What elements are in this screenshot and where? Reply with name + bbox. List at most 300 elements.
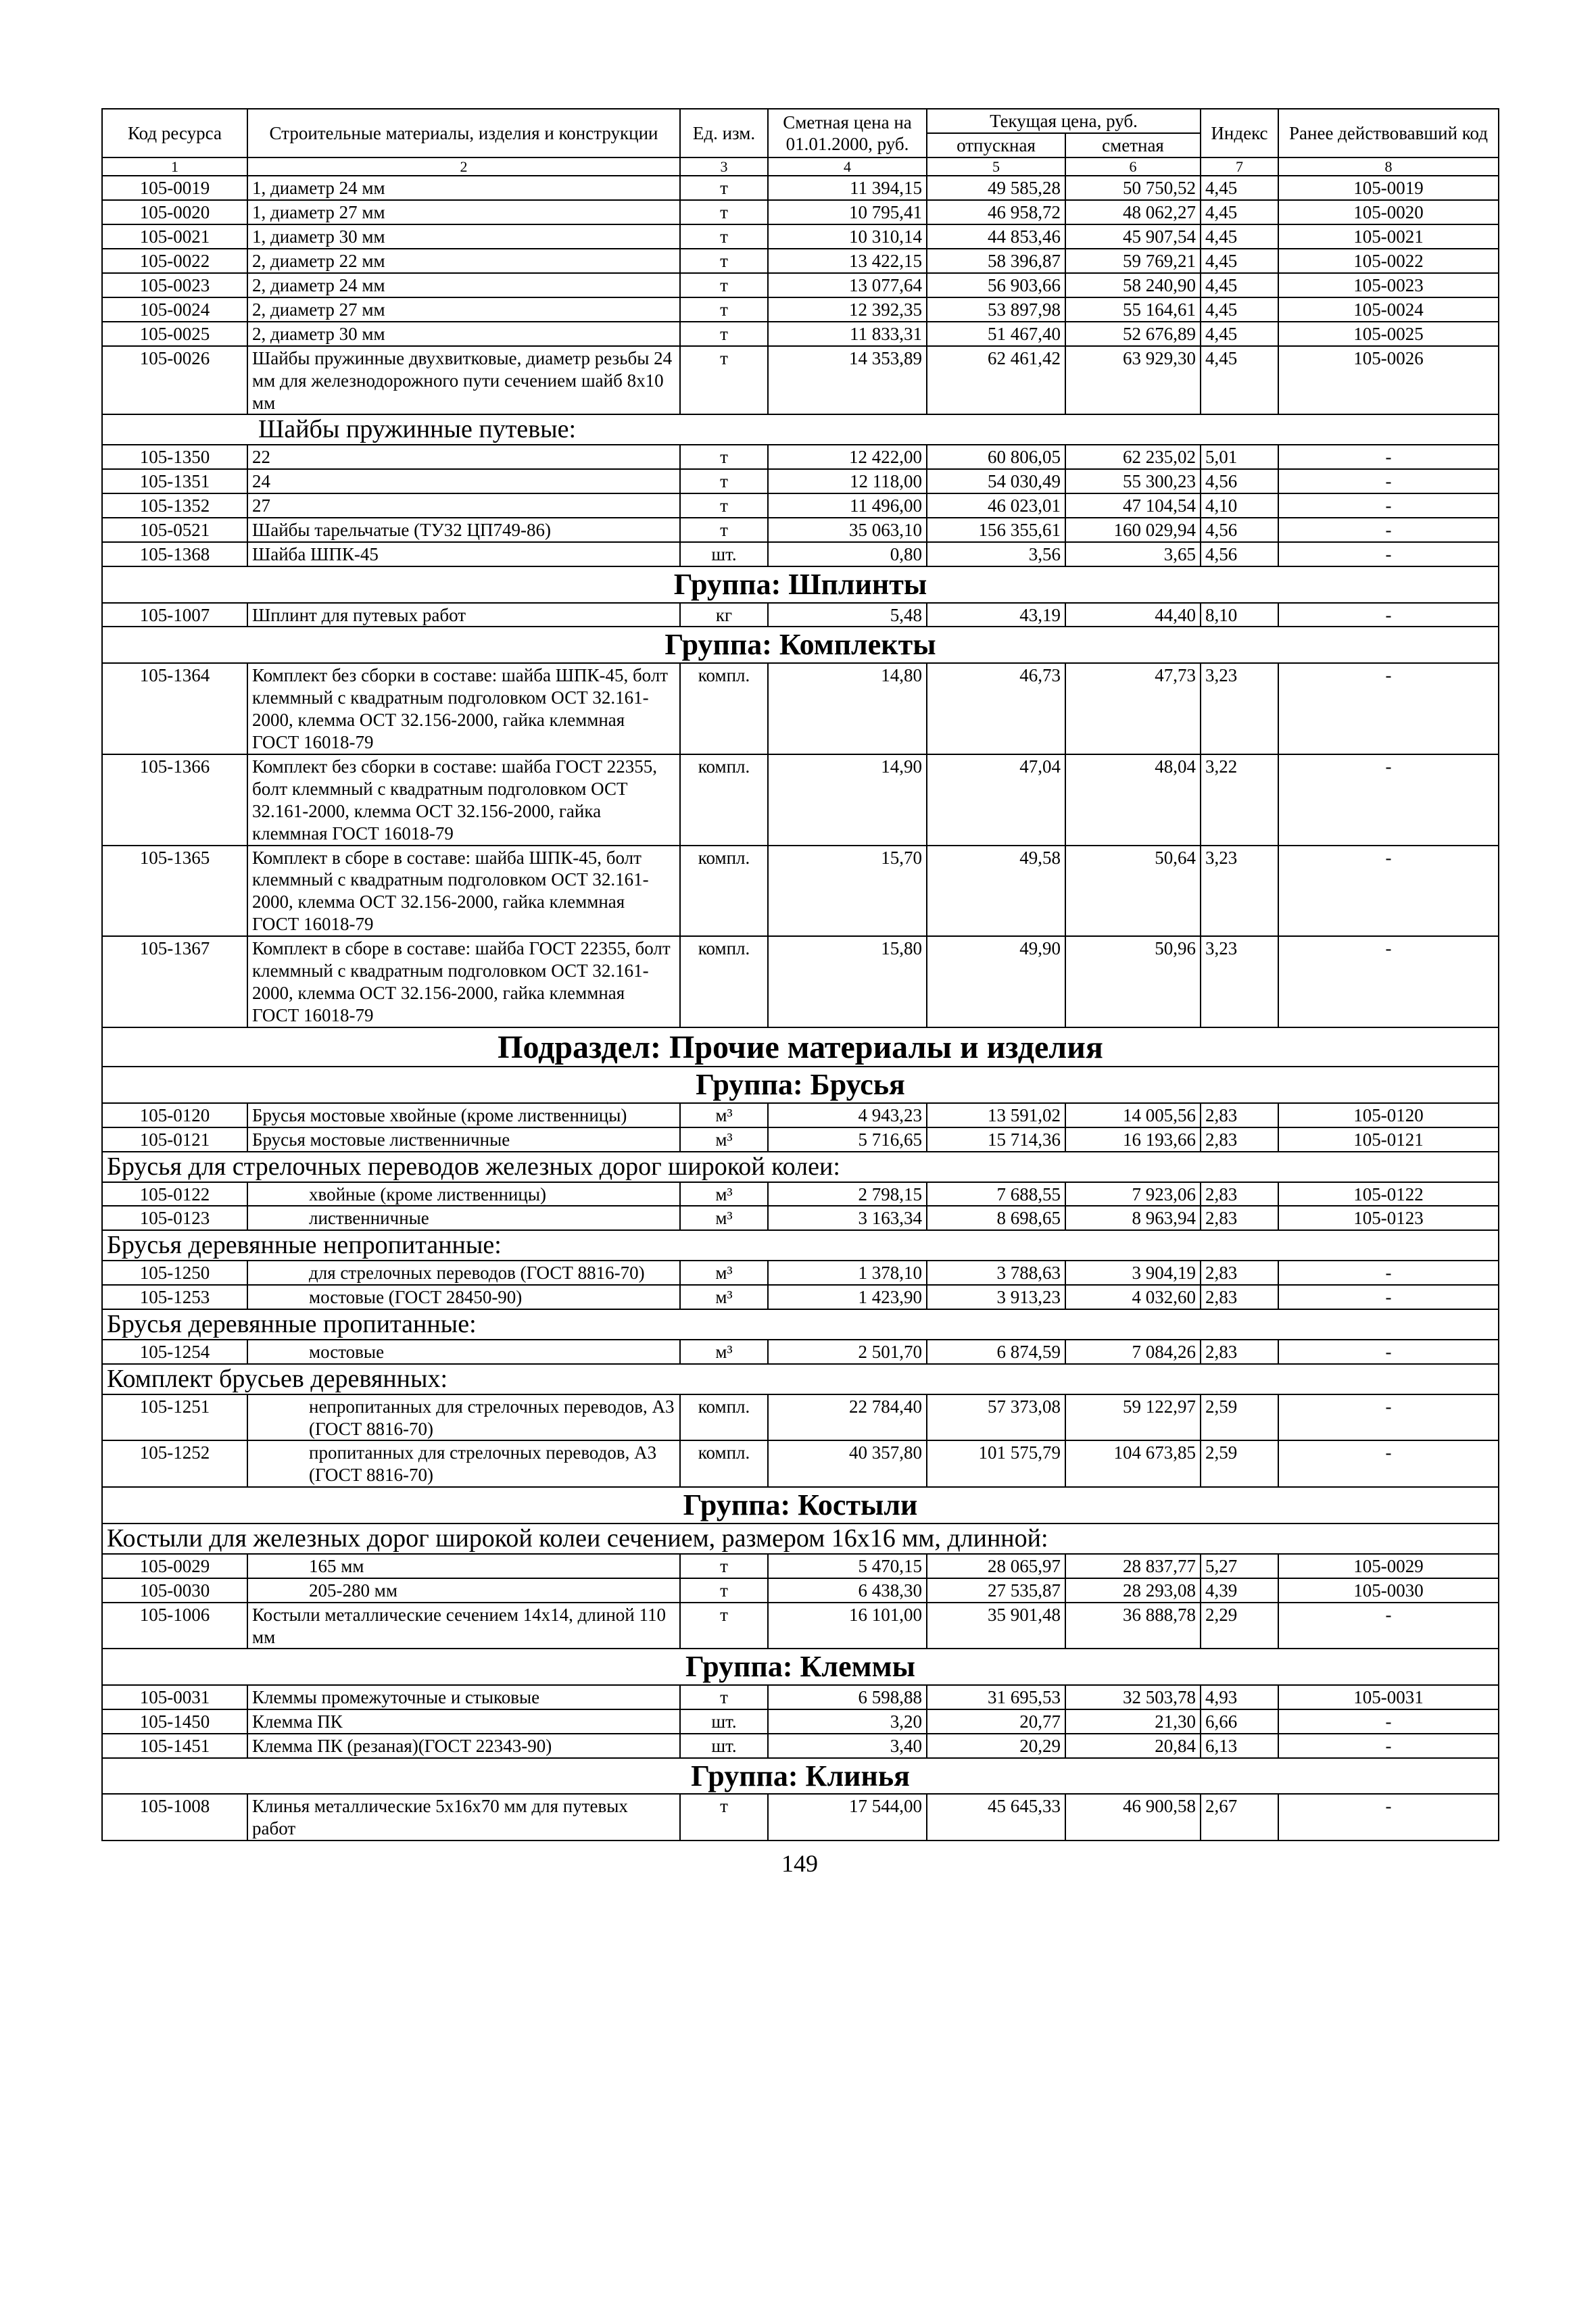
resource-name: Костыли металлические сечением 14х14, длиной 110 мм — [247, 1603, 680, 1649]
previous-code: - — [1278, 846, 1499, 937]
resource-name: непропитанных для стрелочных переводов, А3 (ГОСТ 8816-70) — [247, 1394, 680, 1441]
table-row — [102, 1340, 1499, 1364]
group-heading: Группа: Шплинты — [102, 566, 1499, 603]
base-price: 14,90 — [768, 754, 927, 846]
column-number: 4 — [768, 157, 927, 176]
base-price: 11 394,15 — [768, 176, 927, 200]
previous-code: 105-0023 — [1278, 273, 1499, 297]
resource-unit: м³ — [680, 1261, 768, 1285]
resource-name: 2, диаметр 27 мм — [247, 297, 680, 322]
previous-code: - — [1278, 518, 1499, 542]
release-price: 45 645,33 — [927, 1794, 1065, 1841]
resource-unit: т — [680, 469, 768, 493]
resource-name: 24 — [247, 469, 680, 493]
subgroup-heading: Шайбы пружинные путевые: — [102, 414, 1499, 445]
resource-unit: м³ — [680, 1182, 768, 1207]
base-price: 15,80 — [768, 936, 927, 1027]
resource-name: Клемма ПК — [247, 1709, 680, 1734]
resource-name: Комплект в сборе в составе: шайба ГОСТ 22355, болт клеммный с квадратным подголовком ОСТ 32.161-2000, клемма ОСТ 32.156-2000, гайка клеммная ГОСТ 16018-79 — [247, 936, 680, 1027]
estimate-price: 50,64 — [1065, 846, 1201, 937]
resource-name: 2, диаметр 22 мм — [247, 249, 680, 273]
previous-code: 105-0022 — [1278, 249, 1499, 273]
subgroup-heading: Костыли для железных дорог широкой колеи сечением, размером 16х16 мм, длинной: — [102, 1524, 1499, 1554]
price-index: 3,22 — [1201, 754, 1278, 846]
resource-code: 105-0026 — [102, 346, 247, 415]
price-index: 4,56 — [1201, 518, 1278, 542]
base-price: 12 392,35 — [768, 297, 927, 322]
table-row — [102, 200, 1499, 224]
resource-name: 1, диаметр 27 мм — [247, 200, 680, 224]
estimate-price: 52 676,89 — [1065, 322, 1201, 346]
column-number: 6 — [1065, 157, 1201, 176]
resource-code: 105-0019 — [102, 176, 247, 200]
resource-unit: м³ — [680, 1103, 768, 1127]
release-price: 27 535,87 — [927, 1578, 1065, 1603]
base-price: 17 544,00 — [768, 1794, 927, 1841]
estimate-price: 7 084,26 — [1065, 1340, 1201, 1364]
resource-code: 105-1252 — [102, 1440, 247, 1487]
base-price: 14,80 — [768, 663, 927, 754]
table-row — [102, 1734, 1499, 1758]
resource-unit: компл. — [680, 1394, 768, 1441]
subgroup-row — [102, 1230, 1499, 1261]
previous-code: 105-0123 — [1278, 1206, 1499, 1230]
price-index: 4,45 — [1201, 224, 1278, 249]
table-row — [102, 1127, 1499, 1152]
table-body — [102, 176, 1499, 1841]
subgroup-row — [102, 414, 1499, 445]
base-price: 5 470,15 — [768, 1554, 927, 1578]
estimate-price: 59 769,21 — [1065, 249, 1201, 273]
base-price: 6 598,88 — [768, 1685, 927, 1709]
table-row — [102, 273, 1499, 297]
estimate-price: 36 888,78 — [1065, 1603, 1201, 1649]
release-price: 7 688,55 — [927, 1182, 1065, 1207]
previous-code: - — [1278, 1285, 1499, 1309]
subgroup-heading: Брусья для стрелочных переводов железных дорог широкой колеи: — [102, 1152, 1499, 1182]
previous-code: 105-0031 — [1278, 1685, 1499, 1709]
resource-unit: шт. — [680, 542, 768, 566]
release-price: 49,90 — [927, 936, 1065, 1027]
resource-unit: т — [680, 273, 768, 297]
resource-unit: т — [680, 346, 768, 415]
previous-code: - — [1278, 1794, 1499, 1841]
resource-name: хвойные (кроме лиственницы) — [247, 1182, 680, 1207]
resource-unit: т — [680, 297, 768, 322]
resource-unit: шт. — [680, 1734, 768, 1758]
resource-name: 1, диаметр 24 мм — [247, 176, 680, 200]
release-price: 31 695,53 — [927, 1685, 1065, 1709]
group-heading: Группа: Костыли — [102, 1487, 1499, 1524]
base-price: 0,80 — [768, 542, 927, 566]
estimate-price: 46 900,58 — [1065, 1794, 1201, 1841]
resource-code: 105-0023 — [102, 273, 247, 297]
resource-name: Комплект без сборки в составе: шайба ШПК-45, болт клеммный с квадратным подголовком ОСТ 32.161-2000, клемма ОСТ 32.156-2000, гайка клеммная ГОСТ 16018-79 — [247, 663, 680, 754]
release-price: 43,19 — [927, 603, 1065, 627]
resource-code: 105-1450 — [102, 1709, 247, 1734]
price-index: 2,83 — [1201, 1206, 1278, 1230]
header-current-price: Текущая цена, руб. — [927, 109, 1201, 133]
resource-unit: кг — [680, 603, 768, 627]
header-code: Код ресурса — [102, 109, 247, 157]
price-index: 4,56 — [1201, 542, 1278, 566]
resource-unit: т — [680, 493, 768, 518]
table-row — [102, 936, 1499, 1027]
release-price: 58 396,87 — [927, 249, 1065, 273]
group-row — [102, 566, 1499, 603]
estimate-price: 32 503,78 — [1065, 1685, 1201, 1709]
price-index: 2,83 — [1201, 1127, 1278, 1152]
resource-unit: т — [680, 1578, 768, 1603]
release-price: 3 788,63 — [927, 1261, 1065, 1285]
table-row — [102, 1440, 1499, 1487]
table-row — [102, 493, 1499, 518]
table-row — [102, 1206, 1499, 1230]
group-heading: Группа: Клинья — [102, 1758, 1499, 1795]
base-price: 2 501,70 — [768, 1340, 927, 1364]
base-price: 40 357,80 — [768, 1440, 927, 1487]
release-price: 3,56 — [927, 542, 1065, 566]
table-row — [102, 1394, 1499, 1441]
resource-code: 105-0123 — [102, 1206, 247, 1230]
table-row — [102, 322, 1499, 346]
header-estimate-price: сметная — [1065, 133, 1201, 157]
price-index: 2,83 — [1201, 1103, 1278, 1127]
price-index: 2,59 — [1201, 1440, 1278, 1487]
group-row — [102, 1487, 1499, 1524]
resource-unit: т — [680, 1603, 768, 1649]
resource-code: 105-0021 — [102, 224, 247, 249]
table-row — [102, 469, 1499, 493]
estimate-price: 104 673,85 — [1065, 1440, 1201, 1487]
table-row — [102, 249, 1499, 273]
release-price: 46 023,01 — [927, 493, 1065, 518]
resource-code: 105-1008 — [102, 1794, 247, 1841]
table-row — [102, 1578, 1499, 1603]
column-number: 7 — [1201, 157, 1278, 176]
estimate-price: 3 904,19 — [1065, 1261, 1201, 1285]
price-index: 2,83 — [1201, 1340, 1278, 1364]
price-index: 4,45 — [1201, 322, 1278, 346]
resource-code: 105-0024 — [102, 297, 247, 322]
table-row — [102, 1182, 1499, 1207]
table-row — [102, 1103, 1499, 1127]
resource-unit: компл. — [680, 846, 768, 937]
price-index: 5,27 — [1201, 1554, 1278, 1578]
release-price: 35 901,48 — [927, 1603, 1065, 1649]
resource-code: 105-1351 — [102, 469, 247, 493]
release-price: 49,58 — [927, 846, 1065, 937]
resource-code: 105-1366 — [102, 754, 247, 846]
estimate-price: 50,96 — [1065, 936, 1201, 1027]
previous-code: - — [1278, 663, 1499, 754]
resource-unit: компл. — [680, 754, 768, 846]
resource-code: 105-1253 — [102, 1285, 247, 1309]
resource-name: мостовые — [247, 1340, 680, 1364]
price-index: 3,23 — [1201, 846, 1278, 937]
resource-code: 105-1368 — [102, 542, 247, 566]
table-row — [102, 1685, 1499, 1709]
previous-code: 105-0019 — [1278, 176, 1499, 200]
resource-code: 105-0025 — [102, 322, 247, 346]
table-row — [102, 518, 1499, 542]
resource-unit: т — [680, 224, 768, 249]
price-index: 3,23 — [1201, 936, 1278, 1027]
base-price: 5 716,65 — [768, 1127, 927, 1152]
subgroup-heading: Комплект брусьев деревянных: — [102, 1364, 1499, 1394]
estimate-price: 21,30 — [1065, 1709, 1201, 1734]
previous-code: - — [1278, 1261, 1499, 1285]
base-price: 22 784,40 — [768, 1394, 927, 1441]
previous-code: 105-0026 — [1278, 346, 1499, 415]
resource-code: 105-0029 — [102, 1554, 247, 1578]
resource-unit: компл. — [680, 663, 768, 754]
price-index: 4,45 — [1201, 200, 1278, 224]
resource-unit: т — [680, 249, 768, 273]
release-price: 57 373,08 — [927, 1394, 1065, 1441]
resource-code: 105-0030 — [102, 1578, 247, 1603]
release-price: 6 874,59 — [927, 1340, 1065, 1364]
table-row — [102, 224, 1499, 249]
column-number: 1 — [102, 157, 247, 176]
table-row — [102, 1709, 1499, 1734]
column-number: 3 — [680, 157, 768, 176]
resource-name: Комплект без сборки в составе: шайба ГОСТ 22355, болт клеммный с квадратным подголовком ОСТ 32.161-2000, клемма ОСТ 32.156-2000, гайка клеммная ГОСТ 16018-79 — [247, 754, 680, 846]
base-price: 2 798,15 — [768, 1182, 927, 1207]
resource-unit: м³ — [680, 1285, 768, 1309]
estimate-price: 3,65 — [1065, 542, 1201, 566]
previous-code: 105-0025 — [1278, 322, 1499, 346]
previous-code: - — [1278, 936, 1499, 1027]
resource-unit: м³ — [680, 1127, 768, 1152]
base-price: 11 496,00 — [768, 493, 927, 518]
resource-name: 2, диаметр 30 мм — [247, 322, 680, 346]
release-price: 54 030,49 — [927, 469, 1065, 493]
estimate-price: 48,04 — [1065, 754, 1201, 846]
base-price: 13 422,15 — [768, 249, 927, 273]
previous-code: - — [1278, 1440, 1499, 1487]
table-row — [102, 846, 1499, 937]
previous-code: - — [1278, 1340, 1499, 1364]
column-number: 5 — [927, 157, 1065, 176]
base-price: 4 943,23 — [768, 1103, 927, 1127]
base-price: 16 101,00 — [768, 1603, 927, 1649]
estimate-price: 28 837,77 — [1065, 1554, 1201, 1578]
resource-code: 105-0020 — [102, 200, 247, 224]
estimate-price: 45 907,54 — [1065, 224, 1201, 249]
release-price: 28 065,97 — [927, 1554, 1065, 1578]
resource-code: 105-0120 — [102, 1103, 247, 1127]
price-index: 4,10 — [1201, 493, 1278, 518]
price-index: 4,93 — [1201, 1685, 1278, 1709]
previous-code: 105-0024 — [1278, 297, 1499, 322]
resource-unit: компл. — [680, 936, 768, 1027]
previous-code: - — [1278, 603, 1499, 627]
table-header — [102, 109, 1499, 176]
resource-unit: т — [680, 322, 768, 346]
group-heading: Группа: Клеммы — [102, 1649, 1499, 1685]
estimate-price: 59 122,97 — [1065, 1394, 1201, 1441]
price-index: 6,66 — [1201, 1709, 1278, 1734]
group-row — [102, 1067, 1499, 1103]
resource-name: для стрелочных переводов (ГОСТ 8816-70) — [247, 1261, 680, 1285]
resource-unit: т — [680, 1794, 768, 1841]
table-row — [102, 346, 1499, 415]
price-index: 2,67 — [1201, 1794, 1278, 1841]
resource-unit: т — [680, 1554, 768, 1578]
subgroup-heading: Брусья деревянные пропитанные: — [102, 1309, 1499, 1340]
estimate-price: 4 032,60 — [1065, 1285, 1201, 1309]
release-price: 51 467,40 — [927, 322, 1065, 346]
resource-name: мостовые (ГОСТ 28450-90) — [247, 1285, 680, 1309]
previous-code: - — [1278, 1709, 1499, 1734]
header-name: Строительные материалы, изделия и конструкции — [247, 109, 680, 157]
previous-code: - — [1278, 1603, 1499, 1649]
column-number: 2 — [247, 157, 680, 176]
resource-code: 105-1254 — [102, 1340, 247, 1364]
header-prev-code: Ранее действовавший код — [1278, 109, 1499, 157]
estimate-price: 48 062,27 — [1065, 200, 1201, 224]
release-price: 56 903,66 — [927, 273, 1065, 297]
price-index: 2,83 — [1201, 1182, 1278, 1207]
previous-code: 105-0020 — [1278, 200, 1499, 224]
release-price: 20,29 — [927, 1734, 1065, 1758]
resource-unit: т — [680, 200, 768, 224]
resource-code: 105-1352 — [102, 493, 247, 518]
resource-name: 165 мм — [247, 1554, 680, 1578]
base-price: 35 063,10 — [768, 518, 927, 542]
previous-code: 105-0021 — [1278, 224, 1499, 249]
estimate-price: 160 029,94 — [1065, 518, 1201, 542]
resource-code: 105-0121 — [102, 1127, 247, 1152]
price-index: 4,45 — [1201, 273, 1278, 297]
resource-name: 27 — [247, 493, 680, 518]
base-price: 12 422,00 — [768, 445, 927, 469]
price-index: 6,13 — [1201, 1734, 1278, 1758]
table-row — [102, 542, 1499, 566]
header-base-price: Сметная цена на 01.01.2000, руб. — [768, 109, 927, 157]
previous-code: 105-0122 — [1278, 1182, 1499, 1207]
previous-code: 105-0030 — [1278, 1578, 1499, 1603]
resource-code: 105-1364 — [102, 663, 247, 754]
price-index: 2,59 — [1201, 1394, 1278, 1441]
base-price: 6 438,30 — [768, 1578, 927, 1603]
column-numbers-row — [102, 157, 1499, 176]
group-row — [102, 627, 1499, 663]
estimate-price: 55 164,61 — [1065, 297, 1201, 322]
price-index: 5,01 — [1201, 445, 1278, 469]
base-price: 12 118,00 — [768, 469, 927, 493]
resource-code: 105-0031 — [102, 1685, 247, 1709]
table-row — [102, 1261, 1499, 1285]
release-price: 44 853,46 — [927, 224, 1065, 249]
estimate-price: 8 963,94 — [1065, 1206, 1201, 1230]
release-price: 15 714,36 — [927, 1127, 1065, 1152]
resource-unit: т — [680, 1685, 768, 1709]
base-price: 1 378,10 — [768, 1261, 927, 1285]
resource-name: Клемма ПК (резаная)(ГОСТ 22343-90) — [247, 1734, 680, 1758]
release-price: 46 958,72 — [927, 200, 1065, 224]
table-row — [102, 445, 1499, 469]
estimate-price: 14 005,56 — [1065, 1103, 1201, 1127]
release-price: 3 913,23 — [927, 1285, 1065, 1309]
resource-code: 105-1367 — [102, 936, 247, 1027]
resource-name: пропитанных для стрелочных переводов, А3 (ГОСТ 8816-70) — [247, 1440, 680, 1487]
price-index: 4,45 — [1201, 249, 1278, 273]
resource-unit: м³ — [680, 1206, 768, 1230]
price-index: 4,45 — [1201, 297, 1278, 322]
group-row — [102, 1649, 1499, 1685]
resource-code: 105-0022 — [102, 249, 247, 273]
resource-name: Комплект в сборе в составе: шайба ШПК-45, болт клеммный с квадратным подголовком ОСТ 32.161-2000, клемма ОСТ 32.156-2000, гайка клеммная ГОСТ 16018-79 — [247, 846, 680, 937]
resource-name: Шайбы тарельчатые (ТУ32 ЦП749-86) — [247, 518, 680, 542]
table-row — [102, 1603, 1499, 1649]
resource-unit: т — [680, 445, 768, 469]
base-price: 14 353,89 — [768, 346, 927, 415]
estimate-price: 44,40 — [1065, 603, 1201, 627]
estimate-price: 62 235,02 — [1065, 445, 1201, 469]
release-price: 156 355,61 — [927, 518, 1065, 542]
resource-code: 105-0521 — [102, 518, 247, 542]
resource-name: Шплинт для путевых работ — [247, 603, 680, 627]
release-price: 46,73 — [927, 663, 1065, 754]
subgroup-row — [102, 1152, 1499, 1182]
resource-name: Клеммы промежуточные и стыковые — [247, 1685, 680, 1709]
previous-code: 105-0121 — [1278, 1127, 1499, 1152]
previous-code: - — [1278, 469, 1499, 493]
base-price: 3,20 — [768, 1709, 927, 1734]
table-row — [102, 1794, 1499, 1841]
price-index: 4,45 — [1201, 346, 1278, 415]
previous-code: - — [1278, 1734, 1499, 1758]
resource-name: Шайба ШПК-45 — [247, 542, 680, 566]
estimate-price: 50 750,52 — [1065, 176, 1201, 200]
subgroup-row — [102, 1524, 1499, 1554]
base-price: 3,40 — [768, 1734, 927, 1758]
subgroup-row — [102, 1309, 1499, 1340]
resource-unit: м³ — [680, 1340, 768, 1364]
release-price: 49 585,28 — [927, 176, 1065, 200]
release-price: 53 897,98 — [927, 297, 1065, 322]
subgroup-row — [102, 1364, 1499, 1394]
estimate-price: 58 240,90 — [1065, 273, 1201, 297]
group-row — [102, 1758, 1499, 1795]
resource-code: 105-0122 — [102, 1182, 247, 1207]
resource-name: 22 — [247, 445, 680, 469]
price-index: 2,83 — [1201, 1285, 1278, 1309]
release-price: 13 591,02 — [927, 1103, 1065, 1127]
resource-code: 105-1251 — [102, 1394, 247, 1441]
previous-code: - — [1278, 1394, 1499, 1441]
resource-name: Шайбы пружинные двухвитковые, диаметр резьбы 24 мм для железнодорожного пути сечением шайб 8х10 мм — [247, 346, 680, 415]
resource-unit: компл. — [680, 1440, 768, 1487]
header-index: Индекс — [1201, 109, 1278, 157]
page-number: 149 — [781, 1850, 818, 1877]
resource-unit: т — [680, 518, 768, 542]
base-price: 13 077,64 — [768, 273, 927, 297]
group-heading: Группа: Брусья — [102, 1067, 1499, 1103]
resource-name: 2, диаметр 24 мм — [247, 273, 680, 297]
estimate-price: 55 300,23 — [1065, 469, 1201, 493]
table-row — [102, 603, 1499, 627]
estimate-price: 63 929,30 — [1065, 346, 1201, 415]
table-row — [102, 754, 1499, 846]
resource-code: 105-1006 — [102, 1603, 247, 1649]
base-price: 10 795,41 — [768, 200, 927, 224]
table-row — [102, 663, 1499, 754]
base-price: 11 833,31 — [768, 322, 927, 346]
previous-code: - — [1278, 542, 1499, 566]
